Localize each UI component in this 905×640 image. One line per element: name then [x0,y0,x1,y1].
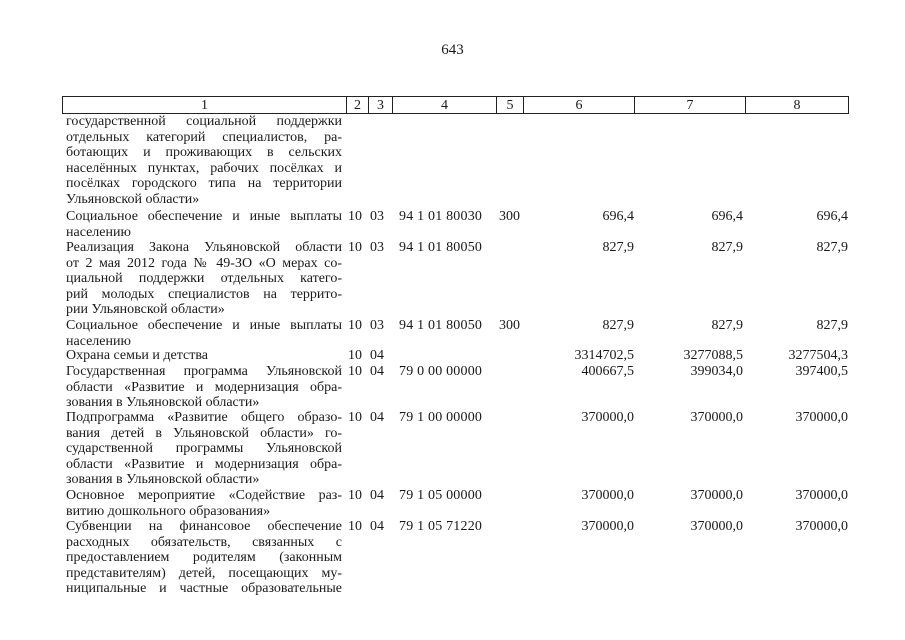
description-line: предоставлением родителям (законным [66,550,342,566]
target-article-code: 79 0 00 00000 [399,364,483,379]
amount-col-6: 400667,5 [581,364,634,379]
description-line: Социальное обеспечение и иные выплаты [66,318,342,333]
amount-col-8: 696,4 [816,209,848,224]
amount-col-7: 399034,0 [690,364,743,379]
row-description [66,318,342,349]
description-line: зования в Ульяновской области» [66,472,260,488]
section-code: 10 [348,348,362,363]
row-description [66,488,342,519]
description-line: Реализация Закона Ульяновской области [66,240,342,255]
amount-col-6: 370000,0 [581,410,634,425]
description-line: циальной поддержки отдельных катего- [66,271,342,287]
description-line: расходных обязательств, связанных с [66,534,342,550]
amount-col-8: 827,9 [816,240,848,255]
description-line: от 2 мая 2012 года № 49-ЗО «О мерах со- [66,255,342,271]
description-line: зования в Ульяновской области» [66,395,260,411]
row-description [66,364,342,411]
description-line: области «Развитие и модернизация обра- [66,379,342,395]
section-code: 10 [348,240,362,255]
target-article-code: 79 1 05 71220 [399,519,483,534]
description-line: государственной социальной поддержки [66,114,342,129]
description-line: Государственная программа Ульяновской [66,364,342,379]
header-col-5: 5 [497,97,524,113]
target-article-code: 79 1 05 00000 [399,488,483,503]
target-article-code: 79 1 00 00000 [399,410,483,425]
description-line: витию дошкольного образования» [66,503,271,519]
description-line: отдельных категорий специалистов, ра- [66,129,342,145]
row-description [66,348,342,364]
amount-col-7: 696,4 [711,209,743,224]
amount-col-8: 370000,0 [795,519,848,534]
table-header [62,96,849,114]
amount-col-8: 370000,0 [795,488,848,503]
subsection-code: 03 [370,240,384,255]
amount-col-8: 370000,0 [795,410,848,425]
description-line: вания детей в Ульяновской области» го- [66,425,342,441]
row-description [66,209,342,240]
row-description [66,240,342,318]
description-line: Охрана семьи и детства [66,348,208,363]
expense-type-code: 300 [499,318,520,333]
amount-col-6: 696,4 [602,209,634,224]
description-line: рий молодых специалистов на террито- [66,286,342,302]
target-article-code: 94 1 01 80030 [399,209,483,224]
description-line: посёлках городского типа на территории [66,176,342,192]
amount-col-6: 370000,0 [581,488,634,503]
section-code: 10 [348,410,362,425]
header-col-1: 1 [63,97,347,113]
expense-type-code: 300 [499,209,520,224]
subsection-code: 04 [370,519,384,534]
description-line: населённых пунктах, рабочих посёлках и [66,160,342,176]
section-code: 10 [348,488,362,503]
amount-col-7: 827,9 [711,240,743,255]
subsection-code: 04 [370,410,384,425]
row-description [66,114,342,208]
description-line: Субвенции на финансовое обеспечение [66,519,342,534]
amount-col-6: 827,9 [602,240,634,255]
amount-col-7: 370000,0 [690,488,743,503]
amount-col-7: 370000,0 [690,519,743,534]
row-description [66,519,342,597]
subsection-code: 04 [370,488,384,503]
description-line: Социальное обеспечение и иные выплаты [66,209,342,224]
header-col-3: 3 [369,97,393,113]
header-col-8: 8 [793,98,801,113]
description-line: области «Развитие и модернизация обра- [66,456,342,472]
amount-col-8: 3277504,3 [788,348,848,363]
target-article-code: 94 1 01 80050 [399,240,483,255]
description-line: Ульяновской области» [66,191,200,207]
section-code: 10 [348,209,362,224]
header-col-7: 7 [635,97,746,113]
target-article-code: 94 1 01 80050 [399,318,483,333]
description-line: Основное мероприятие «Содействие раз- [66,488,342,503]
subsection-code: 04 [370,348,384,363]
description-line: представителям) детей, посещающих му- [66,565,342,581]
amount-col-6: 827,9 [602,318,634,333]
description-line: ниципальные и частные образовательные [66,581,342,597]
subsection-code: 03 [370,209,384,224]
subsection-code: 04 [370,364,384,379]
page-number: 643 [441,42,464,58]
amount-col-7: 827,9 [711,318,743,333]
description-line: ботающих и проживающих в сельских [66,145,342,161]
section-code: 10 [348,364,362,379]
amount-col-6: 370000,0 [581,519,634,534]
description-line: населению [66,333,131,349]
description-line: населению [66,224,131,240]
amount-col-8: 827,9 [816,318,848,333]
description-line: Подпрограмма «Развитие общего образо- [66,410,342,425]
amount-col-6: 3314702,5 [574,348,634,363]
header-col-6: 6 [524,97,635,113]
header-col-4: 4 [393,97,497,113]
subsection-code: 03 [370,318,384,333]
amount-col-8: 397400,5 [795,364,848,379]
description-line: сударственной программы Ульяновской [66,441,342,457]
row-description [66,410,342,488]
amount-col-7: 3277088,5 [683,348,743,363]
section-code: 10 [348,519,362,534]
header-col-2: 2 [347,97,369,113]
section-code: 10 [348,318,362,333]
description-line: рии Ульяновской области» [66,302,225,318]
amount-col-7: 370000,0 [690,410,743,425]
